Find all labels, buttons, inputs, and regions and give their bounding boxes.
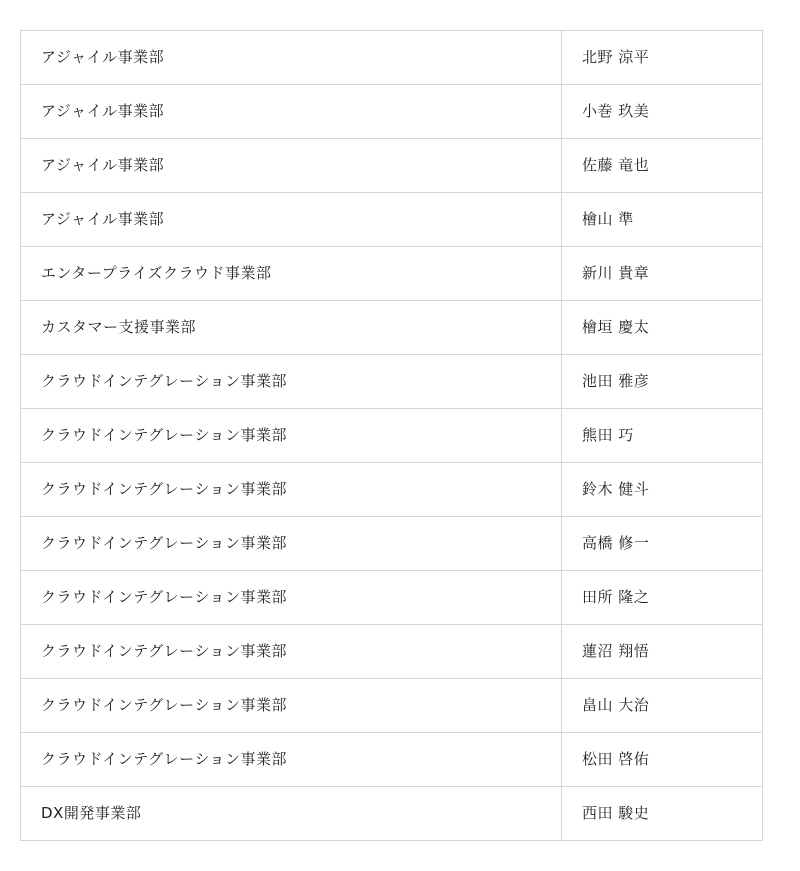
department-cell: クラウドインテグレーション事業部	[21, 463, 562, 517]
department-cell: クラウドインテグレーション事業部	[21, 517, 562, 571]
department-cell: カスタマー支援事業部	[21, 301, 562, 355]
member-name-cell: 熊田 巧	[562, 409, 763, 463]
members-table-container	[20, 30, 762, 841]
member-name-cell: 小巻 玖美	[562, 85, 763, 139]
table-row	[21, 787, 763, 841]
department-cell: クラウドインテグレーション事業部	[21, 571, 562, 625]
department-cell: アジャイル事業部	[21, 139, 562, 193]
table-row	[21, 517, 763, 571]
member-name-cell: 畠山 大治	[562, 679, 763, 733]
table-row	[21, 301, 763, 355]
department-cell: エンタープライズクラウド事業部	[21, 247, 562, 301]
department-cell: アジャイル事業部	[21, 193, 562, 247]
member-name-cell: 檜垣 慶太	[562, 301, 763, 355]
department-cell: アジャイル事業部	[21, 85, 562, 139]
members-table	[20, 30, 763, 841]
member-name-cell: 西田 駿史	[562, 787, 763, 841]
table-row	[21, 463, 763, 517]
table-row	[21, 733, 763, 787]
member-name-cell: 池田 雅彦	[562, 355, 763, 409]
table-row	[21, 85, 763, 139]
department-cell: クラウドインテグレーション事業部	[21, 355, 562, 409]
department-cell: DX開発事業部	[21, 787, 562, 841]
table-row	[21, 625, 763, 679]
table-row	[21, 679, 763, 733]
member-name-cell: 檜山 準	[562, 193, 763, 247]
member-name-cell: 北野 涼平	[562, 31, 763, 85]
table-row	[21, 139, 763, 193]
member-name-cell: 高橋 修一	[562, 517, 763, 571]
member-name-cell: 鈴木 健斗	[562, 463, 763, 517]
members-table-body	[21, 31, 763, 841]
member-name-cell: 蓮沼 翔悟	[562, 625, 763, 679]
table-row	[21, 31, 763, 85]
member-name-cell: 田所 隆之	[562, 571, 763, 625]
department-cell: クラウドインテグレーション事業部	[21, 409, 562, 463]
department-cell: クラウドインテグレーション事業部	[21, 733, 562, 787]
member-name-cell: 佐藤 竜也	[562, 139, 763, 193]
table-row	[21, 571, 763, 625]
table-row	[21, 247, 763, 301]
table-row	[21, 355, 763, 409]
table-row	[21, 193, 763, 247]
member-name-cell: 松田 啓佑	[562, 733, 763, 787]
table-row	[21, 409, 763, 463]
department-cell: アジャイル事業部	[21, 31, 562, 85]
department-cell: クラウドインテグレーション事業部	[21, 679, 562, 733]
member-name-cell: 新川 貴章	[562, 247, 763, 301]
department-cell: クラウドインテグレーション事業部	[21, 625, 562, 679]
